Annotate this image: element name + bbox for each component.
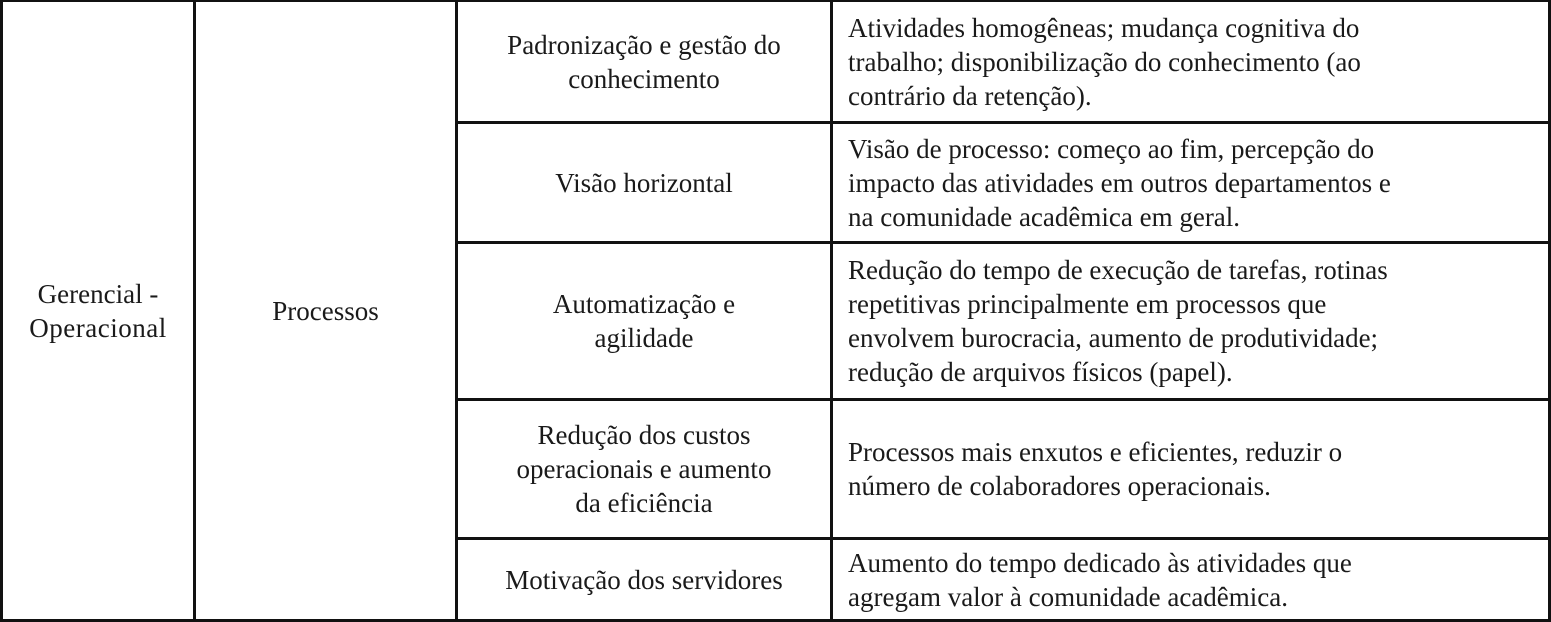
level-line-2: Operacional [29,313,167,343]
aspect-text-2 [555,166,733,200]
aspect-cell-1 [458,2,830,121]
description-4-line-2: número de colaboradores operacionais. [848,471,1271,501]
level-text [29,277,166,345]
description-cell-3 [833,244,1548,398]
aspect-text-3 [553,287,735,355]
description-1-line-1: Atividades homogêneas; mudança cognitiva do [848,12,1360,43]
description-3-line-1: Redução do tempo de execução de tarefas, rotinas [848,255,1388,285]
description-5-line-1: Aumento do tempo dedicado às atividades que [848,547,1352,578]
description-text-1 [848,11,1361,113]
description-1-line-2: trabalho; disponibilização do conhecimento (ao [848,46,1361,77]
description-cell-1 [833,2,1548,121]
description-text-5 [848,546,1352,614]
aspect-2-line-1: Visão horizontal [555,167,733,198]
aspect-1-line-1: Padronização e gestão do [507,29,781,60]
aspect-text-1 [507,28,781,96]
description-cell-2 [833,124,1548,241]
aspect-cell-4 [458,401,830,537]
description-cell-5 [833,540,1548,619]
description-1-line-3: contrário da retenção). [848,80,1092,111]
description-5-line-2: agregam valor à comunidade acadêmica. [848,581,1289,612]
description-cell-4 [833,401,1548,537]
aspect-text-4 [517,418,772,520]
description-text-2 [848,132,1391,234]
category-label: Processos [272,296,379,326]
aspect-4-line-1: Redução dos custos [537,420,751,450]
category-cell [196,0,455,622]
aspect-3-line-2: agilidade [594,323,694,353]
level-line-1: Gerencial - [37,279,159,309]
description-2-line-2: impacto das atividades em outros departamentos e [848,167,1391,198]
aspect-cell-5 [458,540,830,619]
aspect-cell-2 [458,124,830,241]
description-2-line-1: Visão de processo: começo ao fim, percepção do [848,133,1375,164]
aspect-5-line-1: Motivação dos servidores [505,564,783,595]
description-text-4 [848,435,1342,503]
aspect-3-line-1: Automatização e [552,289,736,319]
description-4-line-1: Processos mais enxutos e eficientes, reduzir o [848,437,1343,467]
description-2-line-3: na comunidade acadêmica em geral. [848,201,1241,232]
aspect-cell-3 [458,244,830,398]
aspect-text-5 [505,563,782,597]
aspect-1-line-2: conhecimento [568,63,720,94]
level-cell [3,0,193,622]
aspect-4-line-3: da eficiência [575,488,713,518]
description-3-line-4: redução de arquivos físicos (papel). [848,357,1233,387]
description-3-line-3: envolvem burocracia, aumento de produtividade; [848,323,1379,353]
aspect-4-line-2: operacionais e aumento [516,454,772,484]
description-text-3 [848,253,1388,389]
description-3-line-2: repetitivas principalmente em processos que [848,289,1327,319]
